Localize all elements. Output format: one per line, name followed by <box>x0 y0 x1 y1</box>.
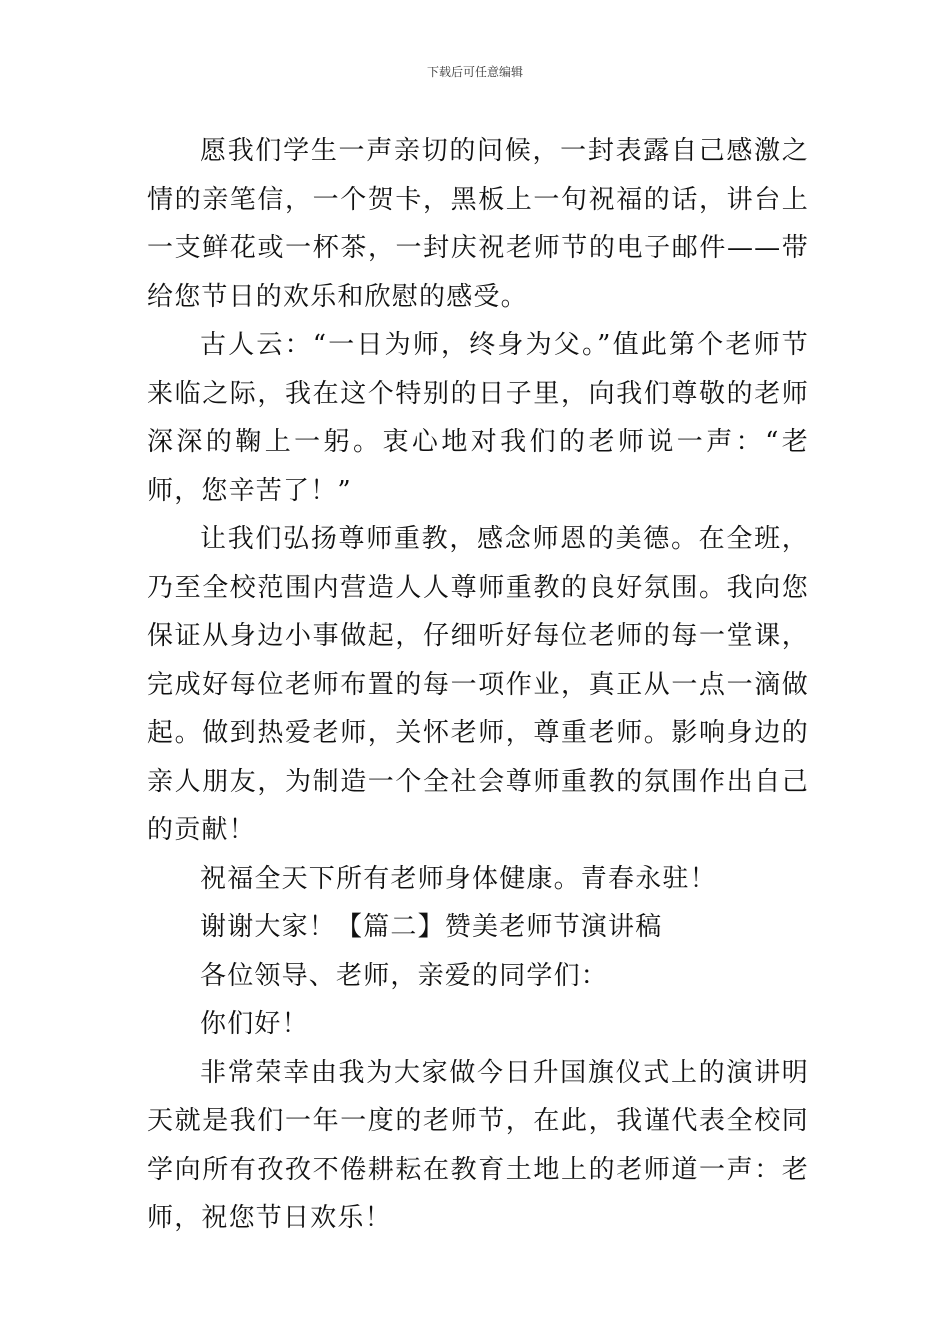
paragraph: 让我们弘扬尊师重教，感念师恩的美德。在全班，乃至全校范围内营造人人尊师重教的良好氛围。我向您保证从身边小事做起，仔细听好每位老师的每一堂课，完成好每位老师布置的每一项作业，真正从一点一滴做起。做到热爱老师，关怀老师，尊重老师。影响身边的亲人朋友，为制造一个全社会尊师重教的氛围作出自己的贡献！ <box>147 524 809 845</box>
page-header: 下载后可任意编辑 <box>426 65 523 79</box>
paragraph: 谢谢大家！【篇二】赞美老师节演讲稿 <box>200 912 663 942</box>
paragraph: 祝福全天下所有老师身体健康。青春永驻！ <box>200 863 717 894</box>
paragraph: 非常荣幸由我为大家做今日升国旗仪式上的演讲明天就是我们一年一度的老师节，在此，我谨代表全校同学向所有孜孜不倦耕耘在教育土地上的老师道一声：老师，祝您节日欢乐！ <box>147 1057 809 1233</box>
paragraph: 各位领导、老师，亲爱的同学们： <box>200 960 609 991</box>
paragraph: 愿我们学生一声亲切的问候，一封表露自己感激之情的亲笔信，一个贺卡，黑板上一句祝福的话，讲台上一支鲜花或一杯茶，一封庆祝老师节的电子邮件——带给您节日的欢乐和欣慰的感受。 <box>147 136 809 312</box>
document-body <box>147 127 809 1243</box>
paragraph: 古人云：“一日为师，终身为父。”值此第个老师节来临之际，我在这个特别的日子里，向我们尊敬的老师深深的鞠上一躬。衷心地对我们的老师说一声：“老师，您辛苦了！” <box>147 330 809 506</box>
paragraph: 你们好！ <box>200 1009 309 1039</box>
